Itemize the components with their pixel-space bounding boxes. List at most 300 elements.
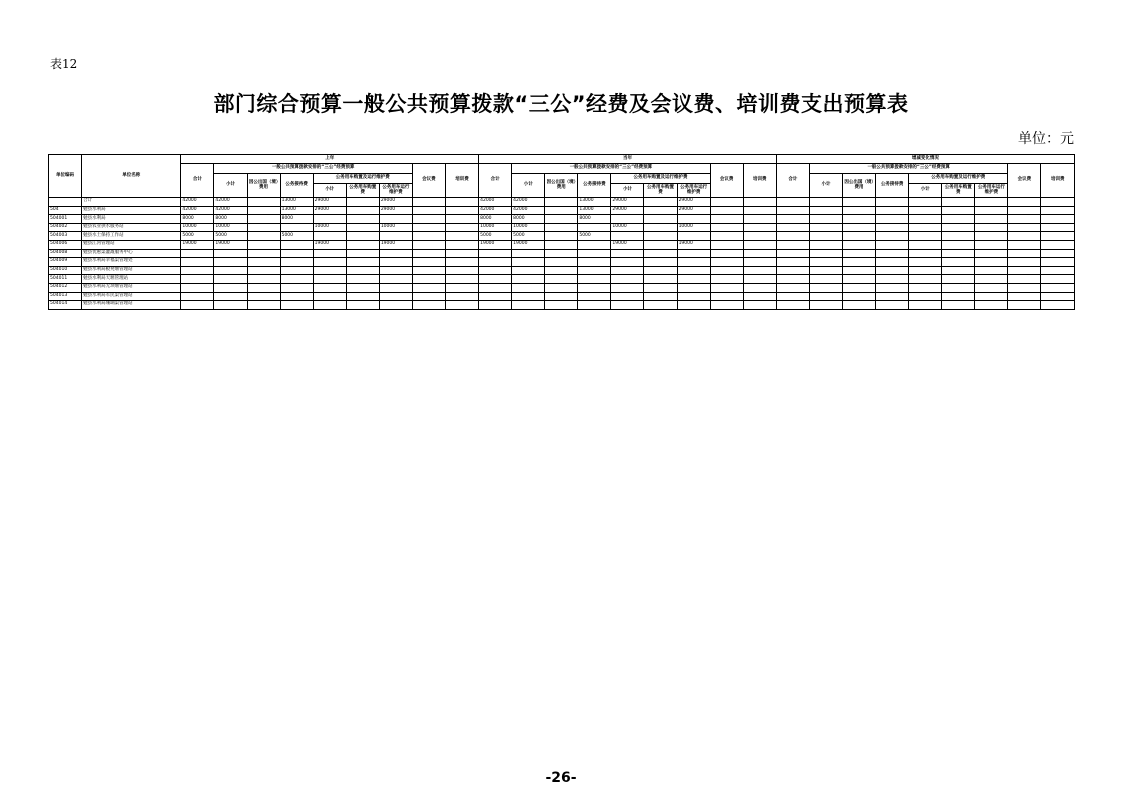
cell-curr-value (512, 266, 545, 275)
cell-prev-value (445, 240, 478, 249)
header-group-change: 增减变化情况 (776, 155, 1074, 164)
document-title: 部门综合预算一般公共预算拨款“三公”经费及会议费、培训费支出预算表 (213, 92, 909, 116)
cell-curr-value (545, 292, 578, 301)
cell-chg-value (975, 223, 1008, 232)
cell-prev-value (445, 232, 478, 241)
cell-chg-value (1008, 301, 1041, 310)
cell-prev-value (379, 292, 412, 301)
cell-curr-value: 19000 (611, 240, 644, 249)
cell-prev-value (247, 258, 280, 267)
cell-prev-value: 13000 (280, 206, 313, 215)
cell-prev-value (247, 240, 280, 249)
cell-prev-value (280, 223, 313, 232)
cell-chg-value (1008, 232, 1041, 241)
cell-curr-value (611, 215, 644, 224)
cell-curr-value (743, 206, 776, 215)
cell-curr-value (611, 232, 644, 241)
cell-chg-value (1008, 275, 1041, 284)
header-vehicle: 公务用车购置及运行维护费 (313, 174, 412, 184)
cell-name: 勉县江河管理站 (82, 240, 181, 249)
cell-prev-value: 29000 (379, 198, 412, 207)
cell-chg-value (942, 232, 975, 241)
table-row (49, 301, 1075, 310)
cell-curr-value: 10000 (611, 223, 644, 232)
cell-prev-value (247, 283, 280, 292)
cell-chg-value (909, 249, 942, 258)
cell-prev-value (313, 266, 346, 275)
header-vehicle-subtotal: 小计 (611, 184, 644, 198)
cell-chg-value (909, 301, 942, 310)
cell-curr-value (611, 258, 644, 267)
cell-curr-value (710, 215, 743, 224)
cell-chg-value (776, 283, 809, 292)
cell-chg-value (909, 258, 942, 267)
cell-curr-value (611, 301, 644, 310)
header-total: 合计 (776, 164, 809, 198)
cell-prev-value (379, 275, 412, 284)
cell-curr-value (644, 215, 677, 224)
cell-name: 勉县水利局 (82, 206, 181, 215)
cell-prev-value (214, 292, 247, 301)
cell-chg-value (909, 232, 942, 241)
header-vehicle-operation: 公务用车运行维护费 (379, 184, 412, 198)
cell-curr-value (578, 292, 611, 301)
budget-table (48, 154, 1075, 310)
cell-curr-value (545, 232, 578, 241)
cell-chg-value (1041, 232, 1075, 241)
cell-chg-value (975, 215, 1008, 224)
cell-chg-value (1008, 223, 1041, 232)
cell-curr-value (710, 301, 743, 310)
table-row (49, 258, 1075, 267)
header-sub-budget: 一般公共预算拨款安排的“三公”经费预算 (809, 164, 1007, 174)
cell-prev-value (346, 249, 379, 258)
cell-prev-value (280, 301, 313, 310)
cell-curr-value: 10000 (512, 223, 545, 232)
cell-chg-value (776, 275, 809, 284)
table-row (49, 198, 1075, 207)
cell-chg-value (876, 206, 909, 215)
cell-prev-value (346, 292, 379, 301)
cell-code: 504008 (49, 249, 82, 258)
cell-curr-value (545, 266, 578, 275)
cell-curr-value (644, 198, 677, 207)
cell-prev-value (247, 292, 280, 301)
cell-chg-value (1041, 275, 1075, 284)
cell-chg-value (809, 249, 842, 258)
cell-chg-value (1041, 292, 1075, 301)
header-abroad: 因公出国（境）费用 (545, 174, 578, 198)
cell-prev-value: 5000 (214, 232, 247, 241)
cell-chg-value (843, 223, 876, 232)
cell-curr-value: 8000 (578, 215, 611, 224)
cell-chg-value (1041, 240, 1075, 249)
cell-prev-value (346, 240, 379, 249)
cell-curr-value: 29000 (611, 198, 644, 207)
cell-curr-value (545, 275, 578, 284)
cell-prev-value (313, 249, 346, 258)
cell-chg-value (975, 283, 1008, 292)
cell-chg-value (843, 258, 876, 267)
cell-curr-value (677, 292, 710, 301)
cell-chg-value (809, 266, 842, 275)
cell-curr-value (644, 249, 677, 258)
cell-name: 合计 (82, 198, 181, 207)
cell-curr-value: 8000 (512, 215, 545, 224)
cell-name: 勉县农业供水服务站 (82, 223, 181, 232)
cell-prev-value (379, 301, 412, 310)
cell-chg-value (876, 249, 909, 258)
cell-code: 504 (49, 206, 82, 215)
cell-chg-value (843, 249, 876, 258)
cell-curr-value (512, 301, 545, 310)
cell-chg-value (975, 275, 1008, 284)
cell-chg-value (876, 198, 909, 207)
cell-curr-value (710, 206, 743, 215)
cell-prev-value (313, 258, 346, 267)
cell-chg-value (975, 249, 1008, 258)
cell-curr-value (677, 249, 710, 258)
cell-prev-value (445, 275, 478, 284)
cell-name: 勉县水利局军民渠管理站 (82, 292, 181, 301)
cell-prev-value (280, 258, 313, 267)
cell-curr-value (545, 206, 578, 215)
cell-curr-value: 5000 (479, 232, 512, 241)
cell-curr-value (644, 301, 677, 310)
cell-chg-value (975, 292, 1008, 301)
cell-curr-value (677, 301, 710, 310)
cell-curr-value: 29000 (611, 206, 644, 215)
cell-chg-value (876, 301, 909, 310)
cell-curr-value (710, 223, 743, 232)
cell-name: 勉县水利局板凳堰管理站 (82, 266, 181, 275)
cell-curr-value (611, 249, 644, 258)
cell-chg-value (876, 215, 909, 224)
cell-curr-value (743, 240, 776, 249)
header-vehicle-purchase: 公务用车购置费 (346, 184, 379, 198)
cell-prev-value (181, 249, 214, 258)
cell-curr-value (479, 258, 512, 267)
cell-chg-value (809, 292, 842, 301)
cell-prev-value (280, 249, 313, 258)
cell-prev-value: 42000 (181, 198, 214, 207)
cell-name: 勉县优惠渠灌溉服务中心 (82, 249, 181, 258)
cell-prev-value: 8000 (214, 215, 247, 224)
cell-curr-value (479, 266, 512, 275)
header-meeting: 会议费 (1008, 164, 1041, 198)
table-row (49, 249, 1075, 258)
cell-chg-value (1008, 292, 1041, 301)
cell-curr-value (644, 266, 677, 275)
cell-prev-value: 29000 (313, 206, 346, 215)
cell-curr-value: 42000 (479, 198, 512, 207)
header-code: 单位编码 (49, 155, 82, 198)
cell-curr-value (644, 258, 677, 267)
cell-prev-value (445, 283, 478, 292)
cell-curr-value (644, 292, 677, 301)
cell-prev-value (280, 292, 313, 301)
cell-chg-value (809, 283, 842, 292)
cell-curr-value: 13000 (578, 206, 611, 215)
cell-curr-value (578, 223, 611, 232)
table-row (49, 215, 1075, 224)
cell-prev-value (181, 292, 214, 301)
cell-curr-value (611, 266, 644, 275)
cell-name: 勉县水利局无坝堰管理站 (82, 283, 181, 292)
cell-curr-value (743, 215, 776, 224)
header-vehicle: 公务用车购置及运行维护费 (909, 174, 1008, 184)
cell-chg-value (1008, 249, 1041, 258)
cell-curr-value (578, 301, 611, 310)
cell-chg-value (909, 198, 942, 207)
header-vehicle-operation: 公务用车运行维护费 (677, 184, 710, 198)
cell-prev-value (313, 215, 346, 224)
cell-curr-value (710, 198, 743, 207)
cell-curr-value: 13000 (578, 198, 611, 207)
table-row (49, 232, 1075, 241)
cell-chg-value (776, 232, 809, 241)
cell-prev-value (313, 301, 346, 310)
cell-chg-value (1041, 283, 1075, 292)
cell-prev-value (214, 266, 247, 275)
cell-prev-value (445, 198, 478, 207)
cell-code: 504011 (49, 275, 82, 284)
table-body (49, 198, 1075, 310)
table-row (49, 223, 1075, 232)
table-row (49, 283, 1075, 292)
table-row (49, 266, 1075, 275)
cell-prev-value (412, 301, 445, 310)
cell-prev-value (346, 258, 379, 267)
cell-curr-value: 42000 (512, 198, 545, 207)
cell-curr-value (677, 266, 710, 275)
header-subtotal: 小计 (809, 174, 842, 198)
cell-prev-value (379, 258, 412, 267)
cell-curr-value: 19000 (677, 240, 710, 249)
cell-chg-value (809, 240, 842, 249)
cell-curr-value (479, 301, 512, 310)
cell-prev-value (247, 232, 280, 241)
cell-chg-value (1008, 258, 1041, 267)
cell-chg-value (876, 292, 909, 301)
header-vehicle-subtotal: 小计 (313, 184, 346, 198)
cell-curr-value: 19000 (512, 240, 545, 249)
cell-curr-value (743, 198, 776, 207)
cell-curr-value (743, 301, 776, 310)
header-training: 培训费 (445, 164, 478, 198)
cell-chg-value (1008, 283, 1041, 292)
header-reception: 公务接待费 (280, 174, 313, 198)
cell-chg-value (776, 240, 809, 249)
cell-prev-value (313, 283, 346, 292)
cell-curr-value (512, 283, 545, 292)
cell-prev-value (346, 266, 379, 275)
cell-chg-value (1008, 215, 1041, 224)
cell-prev-value (445, 266, 478, 275)
cell-prev-value (445, 206, 478, 215)
cell-curr-value (743, 283, 776, 292)
cell-prev-value (346, 275, 379, 284)
cell-chg-value (1041, 249, 1075, 258)
cell-prev-value (214, 283, 247, 292)
cell-chg-value (1008, 206, 1041, 215)
cell-chg-value (843, 275, 876, 284)
cell-prev-value (379, 249, 412, 258)
cell-chg-value (1008, 240, 1041, 249)
cell-prev-value (247, 215, 280, 224)
cell-prev-value: 29000 (379, 206, 412, 215)
cell-chg-value (1041, 198, 1075, 207)
cell-chg-value (942, 283, 975, 292)
cell-chg-value (809, 275, 842, 284)
header-vehicle: 公务用车购置及运行维护费 (611, 174, 710, 184)
cell-prev-value (346, 283, 379, 292)
cell-prev-value (280, 266, 313, 275)
cell-curr-value (578, 258, 611, 267)
cell-curr-value (479, 249, 512, 258)
cell-chg-value (942, 206, 975, 215)
cell-prev-value (379, 283, 412, 292)
page-number: -26- (545, 770, 577, 786)
header-vehicle-operation: 公务用车运行维护费 (975, 184, 1008, 198)
cell-prev-value (181, 301, 214, 310)
cell-curr-value (743, 292, 776, 301)
cell-prev-value (280, 275, 313, 284)
cell-chg-value (876, 266, 909, 275)
cell-chg-value (809, 258, 842, 267)
cell-prev-value (445, 249, 478, 258)
cell-curr-value (677, 232, 710, 241)
cell-chg-value (942, 223, 975, 232)
cell-prev-value (247, 301, 280, 310)
cell-name: 勉县水利局天堰管理站 (82, 275, 181, 284)
cell-chg-value (975, 232, 1008, 241)
cell-prev-value (247, 249, 280, 258)
header-total: 合计 (181, 164, 214, 198)
cell-name: 勉县水利局珊瑚渠管理站 (82, 301, 181, 310)
cell-chg-value (975, 301, 1008, 310)
cell-chg-value (909, 206, 942, 215)
cell-prev-value (346, 206, 379, 215)
cell-chg-value (975, 206, 1008, 215)
cell-curr-value: 29000 (677, 198, 710, 207)
cell-prev-value (346, 198, 379, 207)
cell-prev-value: 19000 (214, 240, 247, 249)
cell-curr-value (710, 232, 743, 241)
cell-prev-value (346, 232, 379, 241)
cell-curr-value (644, 223, 677, 232)
cell-name: 勉县水土保持工作站 (82, 232, 181, 241)
cell-chg-value (942, 198, 975, 207)
cell-curr-value: 10000 (677, 223, 710, 232)
cell-chg-value (809, 215, 842, 224)
header-sub-budget: 一般公共预算拨款安排的“三公”经费预算 (512, 164, 710, 174)
cell-curr-value (644, 240, 677, 249)
cell-chg-value (1008, 266, 1041, 275)
cell-curr-value (578, 283, 611, 292)
cell-curr-value (512, 275, 545, 284)
cell-curr-value (545, 249, 578, 258)
cell-chg-value (975, 240, 1008, 249)
cell-prev-value (181, 266, 214, 275)
header-group-curr: 当年 (479, 155, 777, 164)
cell-chg-value (809, 206, 842, 215)
cell-prev-value (445, 223, 478, 232)
cell-chg-value (975, 258, 1008, 267)
cell-prev-value (379, 232, 412, 241)
header-reception: 公务接待费 (876, 174, 909, 198)
cell-name: 勉县水利局幸福渠管理处 (82, 258, 181, 267)
cell-prev-value (412, 215, 445, 224)
cell-chg-value (942, 301, 975, 310)
cell-chg-value (876, 240, 909, 249)
cell-curr-value (479, 275, 512, 284)
cell-prev-value: 10000 (214, 223, 247, 232)
cell-prev-value (412, 198, 445, 207)
cell-prev-value (313, 232, 346, 241)
cell-prev-value (247, 223, 280, 232)
table-row (49, 240, 1075, 249)
header-reception: 公务接待费 (578, 174, 611, 198)
cell-chg-value (975, 266, 1008, 275)
header-training: 培训费 (1041, 164, 1075, 198)
cell-curr-value (743, 223, 776, 232)
cell-prev-value: 10000 (181, 223, 214, 232)
cell-curr-value: 8000 (479, 215, 512, 224)
cell-prev-value: 10000 (379, 223, 412, 232)
cell-curr-value (512, 249, 545, 258)
cell-chg-value (909, 240, 942, 249)
cell-chg-value (909, 283, 942, 292)
cell-prev-value (412, 283, 445, 292)
header-vehicle-purchase: 公务用车购置费 (942, 184, 975, 198)
cell-chg-value (876, 223, 909, 232)
cell-curr-value (710, 292, 743, 301)
cell-prev-value (313, 275, 346, 284)
cell-code: 504009 (49, 258, 82, 267)
header-row-2 (49, 164, 1075, 174)
cell-chg-value (942, 249, 975, 258)
cell-prev-value: 42000 (214, 198, 247, 207)
header-meeting: 会议费 (412, 164, 445, 198)
cell-prev-value (412, 258, 445, 267)
cell-curr-value (644, 275, 677, 284)
cell-chg-value (1041, 206, 1075, 215)
cell-code: 504013 (49, 292, 82, 301)
cell-curr-value (743, 258, 776, 267)
cell-prev-value (412, 275, 445, 284)
cell-curr-value (545, 215, 578, 224)
cell-code: 504014 (49, 301, 82, 310)
cell-chg-value (876, 283, 909, 292)
cell-curr-value (743, 249, 776, 258)
cell-code: 504012 (49, 283, 82, 292)
cell-curr-value (512, 292, 545, 301)
cell-curr-value (578, 249, 611, 258)
cell-chg-value (843, 198, 876, 207)
cell-chg-value (843, 283, 876, 292)
cell-code: 504003 (49, 232, 82, 241)
cell-prev-value (346, 301, 379, 310)
cell-curr-value (710, 283, 743, 292)
cell-chg-value (776, 198, 809, 207)
cell-curr-value (677, 215, 710, 224)
cell-prev-value (181, 283, 214, 292)
table-label: 表12 (50, 57, 78, 71)
cell-chg-value (942, 215, 975, 224)
cell-curr-value (743, 266, 776, 275)
cell-chg-value (843, 215, 876, 224)
